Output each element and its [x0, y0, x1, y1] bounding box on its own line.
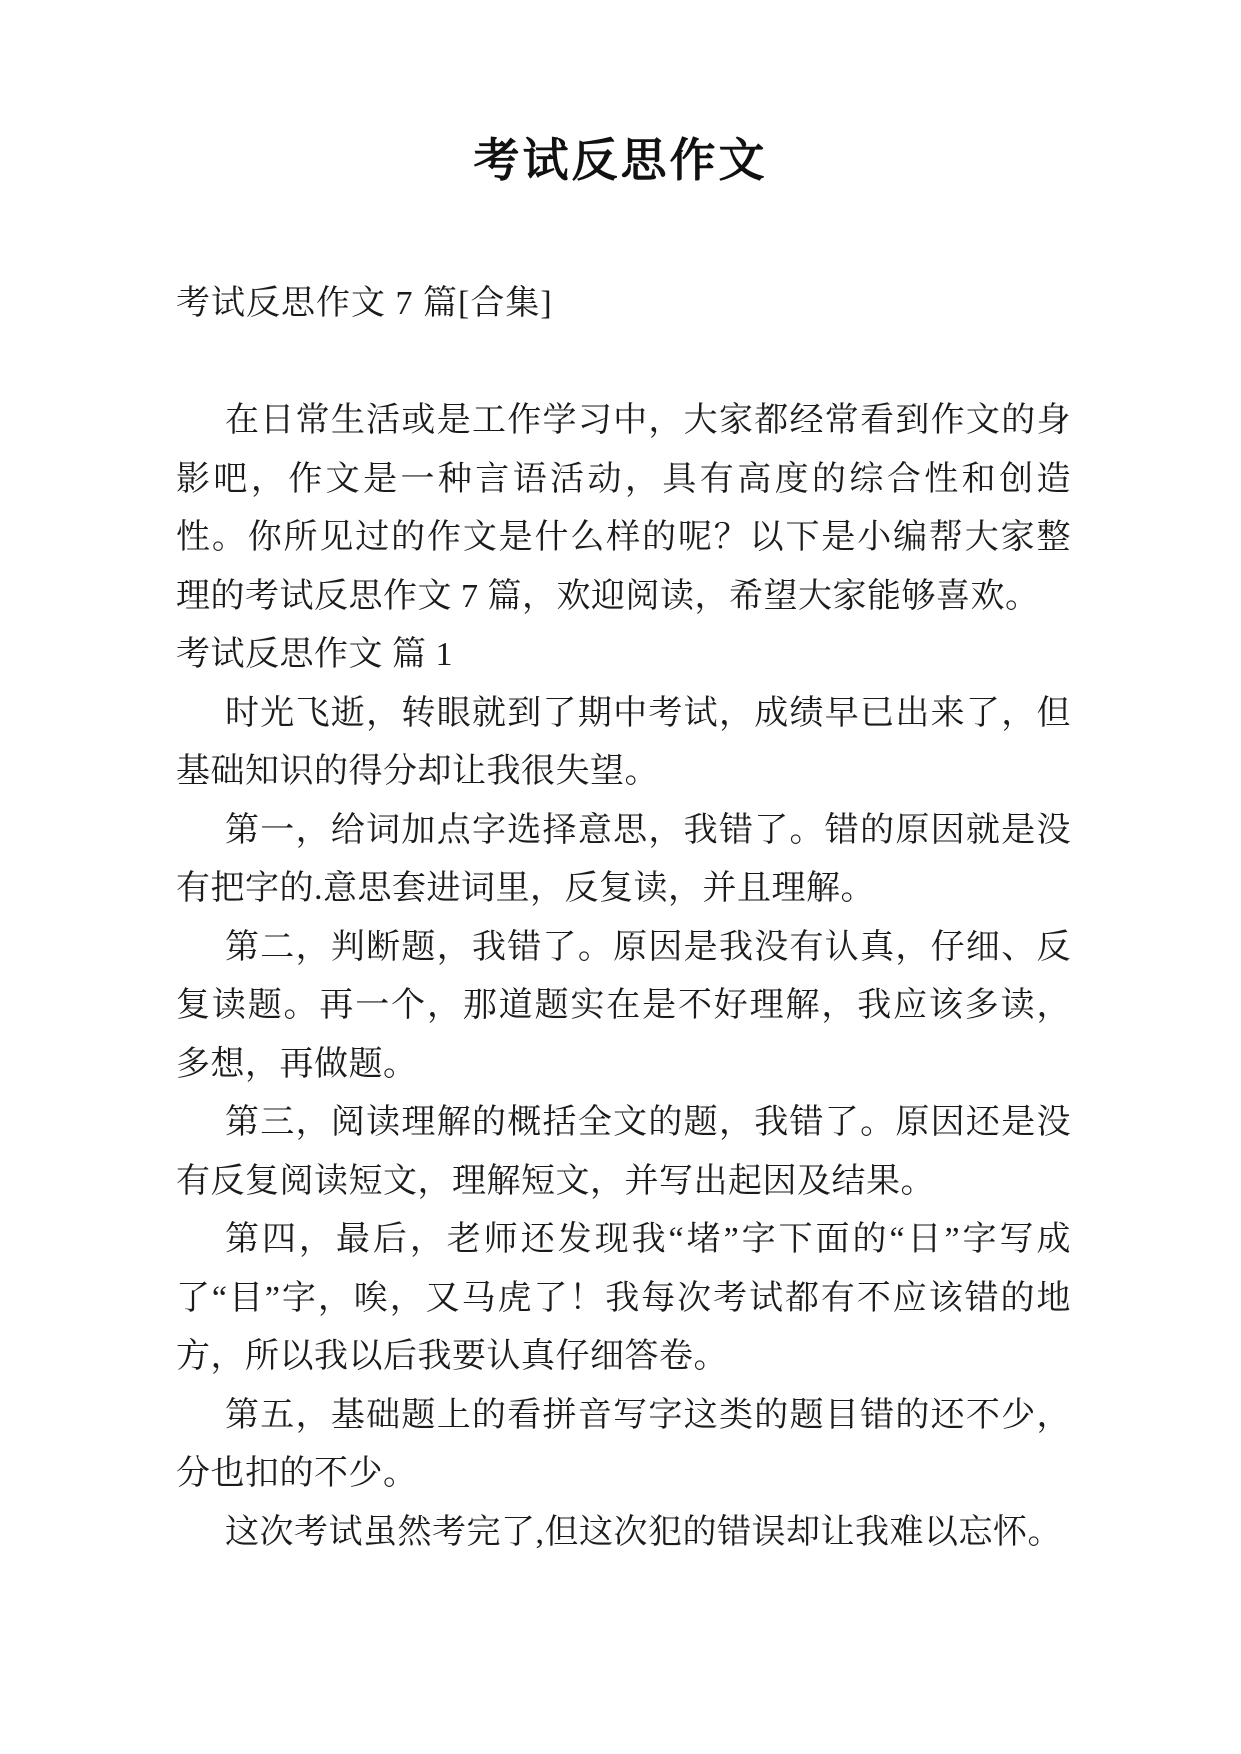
- paragraph: 第一，给词加点字选择意思，我错了。错的原因就是没有把字的.意思套进词里，反复读，并且理解。: [176, 811, 1071, 907]
- intro-paragraph: 在日常生活或是工作学习中，大家都经常看到作文的身影吧，作文是一种言语活动，具有高度的综合性和创造性。你所见过的作文是什么样的呢？以下是小编帮大家整理的考试反思作文 7 篇，欢迎阅读，希望大家能够喜欢。: [176, 402, 1071, 615]
- essay-title: 考试反思作文: [473, 135, 768, 186]
- essay-body: [176, 392, 1071, 1562]
- section-heading: 考试反思作文 篇 1: [176, 636, 453, 673]
- paragraph: 时光飞逝，转眼就到了期中考试，成绩早已出来了，但基础知识的得分却让我很失望。: [176, 694, 1071, 790]
- paragraph: 第四，最后，老师还发现我“堵”字下面的“日”字写成了“目”字，唉，又马虎了！我每次考试都有不应该错的地方，所以我以后我要认真仔细答卷。: [176, 1221, 1071, 1375]
- paragraph: 第三，阅读理解的概括全文的题，我错了。原因还是没有反复阅读短文，理解短文，并写出起因及结果。: [176, 1104, 1071, 1200]
- paragraph: 第五，基础题上的看拼音写字这类的题目错的还不少，分也扣的不少。: [176, 1396, 1071, 1492]
- paragraph: 第二，判断题，我错了。原因是我没有认真，仔细、反复读题。再一个，那道题实在是不好理解，我应该多读，多想，再做题。: [176, 928, 1071, 1083]
- essay-subtitle: 考试反思作文 7 篇[合集]: [176, 285, 553, 322]
- paragraph: 这次考试虽然考完了,但这次犯的错误却让我难以忘怀。: [225, 1513, 1062, 1551]
